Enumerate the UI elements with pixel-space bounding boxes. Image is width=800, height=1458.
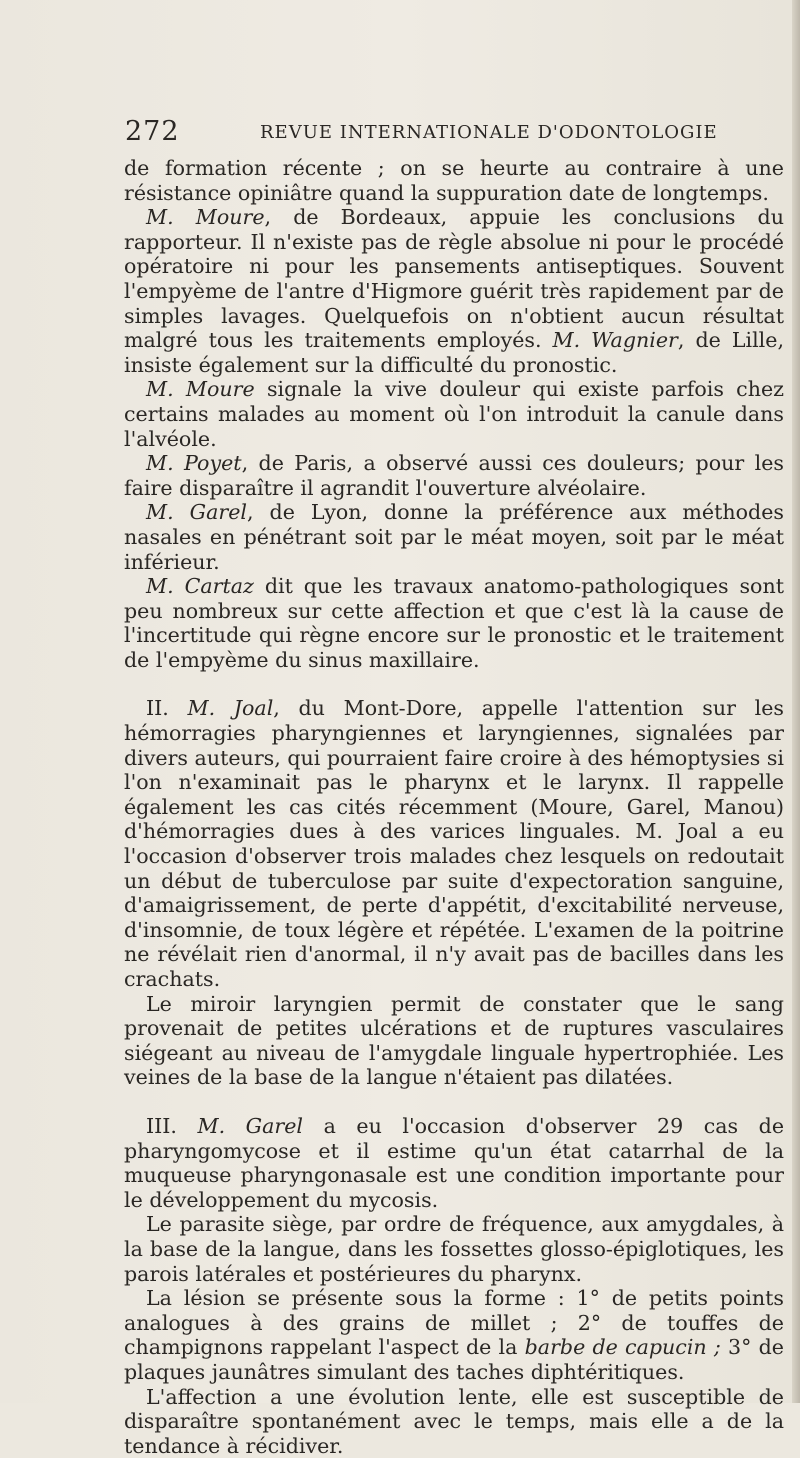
text-run: Le miroir laryngien permit de constater que le sang provenait de petites ulcérations et de ruptures vasculaires siégeant au niveau de l'amygdale linguale hypertrophiée. Les veines de la base de la langue n'étaient pas dilatées. [124,992,784,1090]
text-run: , du Mont-Dore, appelle l'attention sur les hémorragies pharyngiennes et laryngiennes, signalées par divers auteurs, qui pourraient faire croire à des hémoptysies si l'on n'examinait pas le pharynx et le larynx. Il rappelle également les cas cités récemment (Moure, Garel, Manou) d'hémorragies dues à des varices linguales. M. Joal a eu l'occasion d'observer trois malades chez lesquels on redoutait un début de tuberculose par suite d'expectoration sanguine, d'amaigrissement, de perte d'appétit, d'excitabilité nerveuse, d'insomnie, de toux légère et répétée. L'examen de la poitrine ne révélait rien d'anormal, il n'y avait pas de bacilles dans les crachats. [124,696,784,991]
body-text [124,156,784,1458]
paragraph [124,451,784,500]
italic-name: M. Wagnier [553,328,678,352]
text-run: , de Paris, a observé aussi ces douleurs; pour les faire disparaître il agrandit l'ouverture alvéolaire. [124,451,784,500]
page-number: 272 [125,116,180,148]
paragraph [124,992,784,1090]
italic-name: M. Moure [146,377,255,401]
text-run: a eu l'occasion d'observer 29 cas de pharyngomycose et il estime qu'un état catarrhal de la muqueuse pharyngonasale est une condition importante pour le développement du mycosis. [124,1114,784,1212]
running-title: REVUE INTERNATIONALE D'ODONTOLOGIE [260,121,718,145]
text-run: , de Bordeaux, appuie les conclusions du rapporteur. Il n'existe pas de règle absolue ni pour le procédé opératoire ni pour les pansements antiseptiques. Souvent l'empyème de l'antre d'Higmore guérit très rapidement par de simples lavages. Quelquefois on n'obtient aucun résultat malgré tous les traitements employés. [124,205,784,352]
italic-name: M. Garel [146,500,247,524]
text-run: La lésion se présente sous la forme : 1° de petits points analogues à des grains de millet ; 2° de touffes de champignons rappelant l'aspect de la [124,1286,784,1359]
italic-name: M. Moure [146,205,265,229]
text-run: III. [146,1114,198,1138]
paragraph [124,205,784,377]
italic-name: M. Poyet [146,451,242,475]
italic-name: M. Garel [198,1114,304,1138]
text-run: II. [146,696,187,720]
text-run: signale la vive douleur qui existe parfois chez certains malades au moment où l'on introduit la canule dans l'alvéole. [124,377,784,450]
paragraph [124,377,784,451]
text-run: dit que les travaux anatomo-pathologiques sont peu nombreux sur cette affection et que c'est là la cause de l'incertitude qui règne encore sur le pronostic et le traitement de l'empyème du sinus maxillaire. [124,574,784,672]
italic-name: barbe de capucin ; [525,1335,721,1359]
paragraph [124,1286,784,1384]
paragraph [124,1212,784,1286]
paragraph [124,574,784,672]
text-run: 3° de plaques jaunâtres simulant des taches diphtéritiques. [124,1335,784,1384]
text-run: , de Lyon, donne la préférence aux méthodes nasales en pénétrant soit par le méat moyen, soit par le méat inférieur. [124,500,784,573]
text-run: de formation récente ; on se heurte au contraire à une résistance opiniâtre quand la suppuration date de longtemps. [124,156,784,205]
text-run: L'affection a une évolution lente, elle est susceptible de disparaître spontanément avec le temps, mais elle a de la tendance à récidiver. [124,1385,784,1458]
page-header [125,116,780,152]
paragraph [124,156,784,205]
paragraph [124,500,784,574]
paragraph [124,696,784,991]
paragraph [124,1114,784,1212]
page-edge [792,0,800,1403]
text-run: Le parasite siège, par ordre de fréquence, aux amygdales, à la base de la langue, dans les fossettes glosso-épiglotiques, les parois latérales et postérieures du pharynx. [124,1212,784,1285]
text-run: , de Lille, insiste également sur la difficulté du pronostic. [124,328,784,377]
italic-name: M. Joal [187,696,273,720]
italic-name: M. Cartaz [146,574,254,598]
paragraph [124,1385,784,1458]
